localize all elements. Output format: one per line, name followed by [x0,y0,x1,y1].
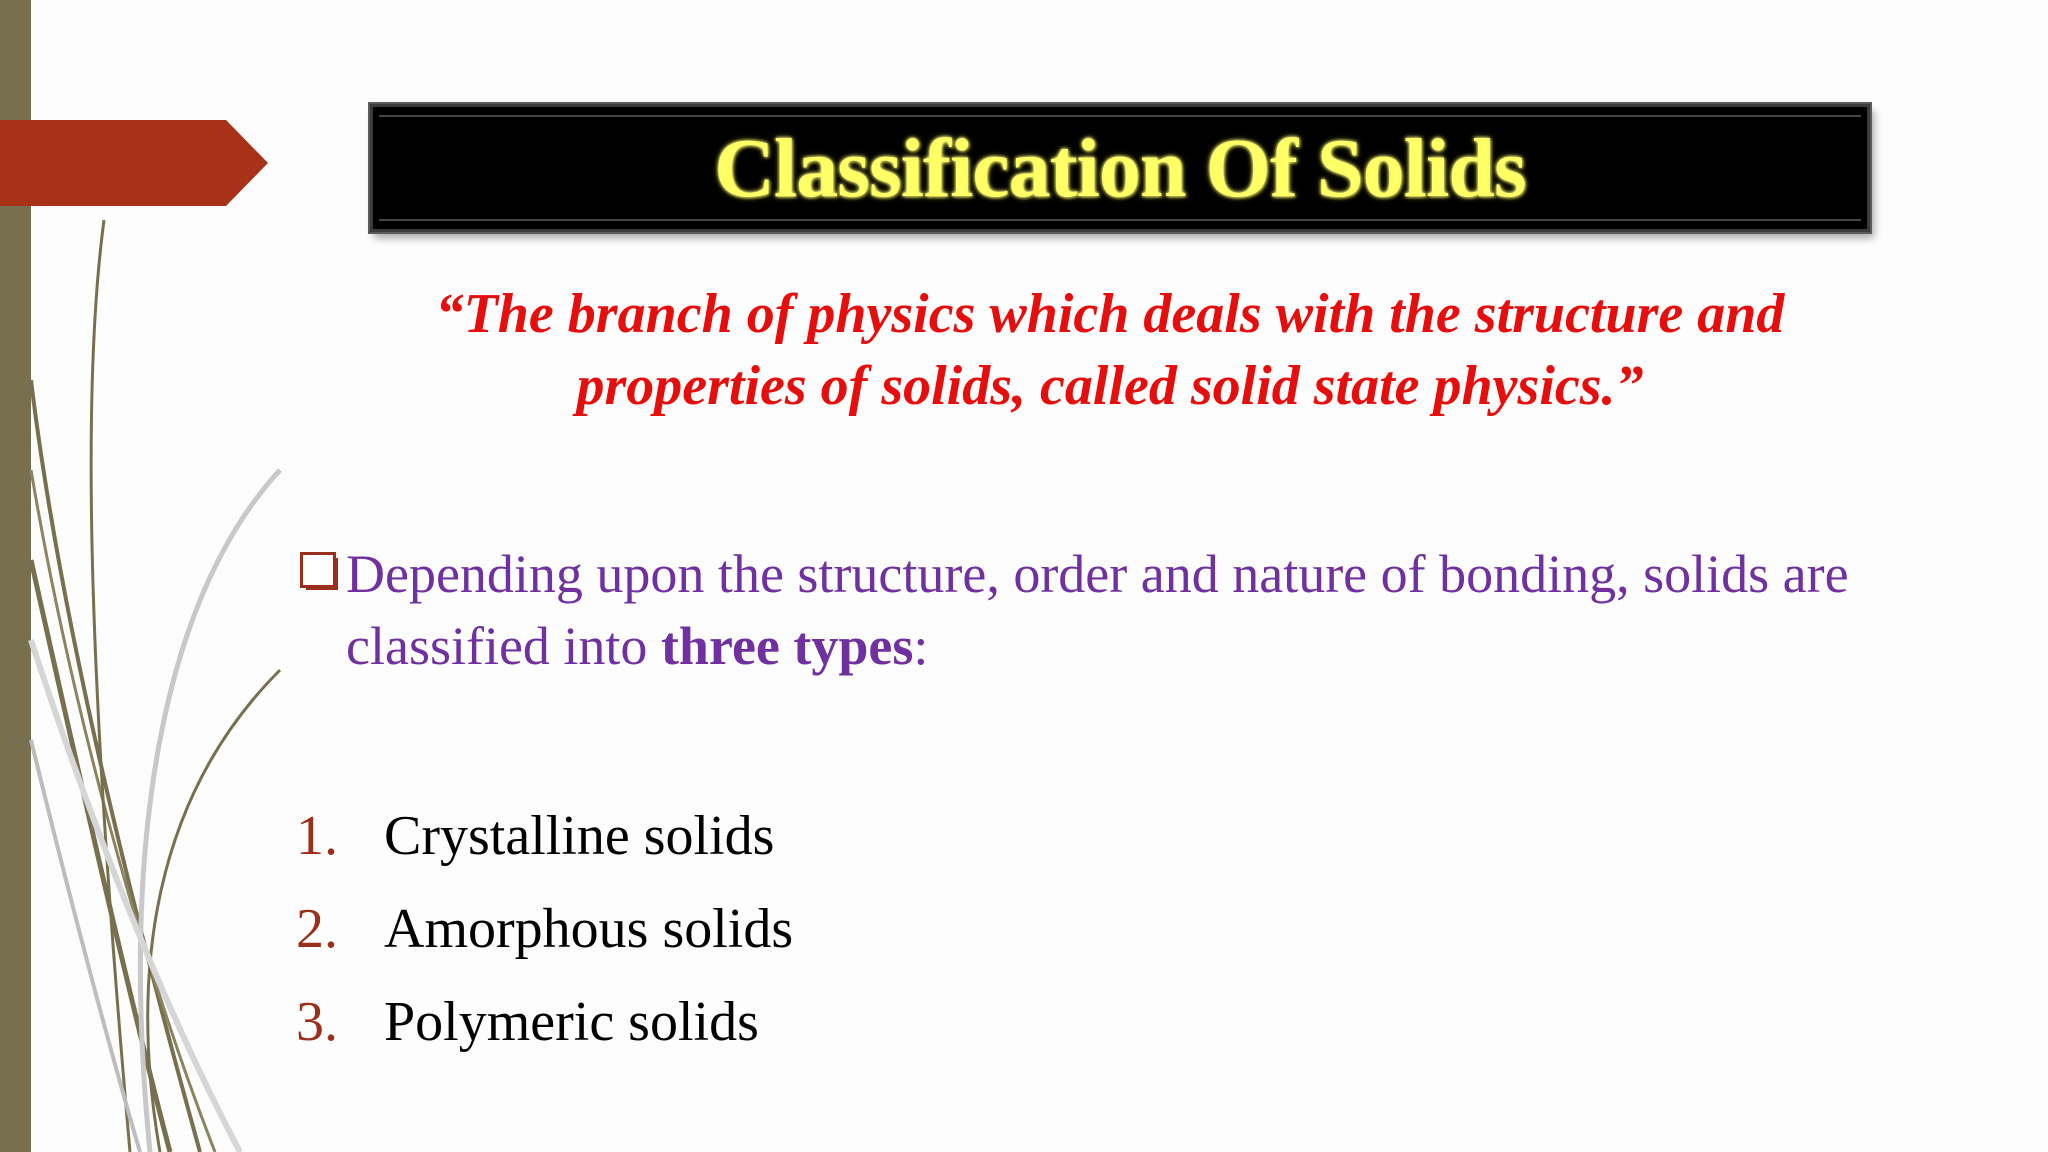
list-item-label: Crystalline solids [384,805,775,867]
slide-title: Classification Of Solids [714,121,1526,215]
list-item [296,790,793,883]
list-item-label: Polymeric solids [384,991,759,1053]
list-item-label: Amorphous solids [384,898,794,960]
list-item [296,883,793,976]
definition-quote [360,278,1860,422]
title-banner [370,104,1870,232]
bullet-point [300,538,1960,682]
hollow-square-bullet-icon [300,552,338,590]
bullet-text [346,538,1960,682]
list-item-number: 1. [296,805,338,867]
definition-line-2: properties of solids, called solid state physics.” [576,355,1644,417]
definition-line-1: “The branch of physics which deals with the structure and [435,283,1785,345]
bullet-emphasis: three types [660,616,914,676]
types-list [296,790,793,1069]
bullet-text-end: : [913,616,929,676]
bullet-text-start: Depending upon the structure, order and nature of bonding, solids are classified into [346,544,1849,676]
list-item-number: 3. [296,991,338,1053]
list-item-number: 2. [296,898,338,960]
list-item [296,976,793,1069]
chevron-arrow-shape [0,120,268,206]
